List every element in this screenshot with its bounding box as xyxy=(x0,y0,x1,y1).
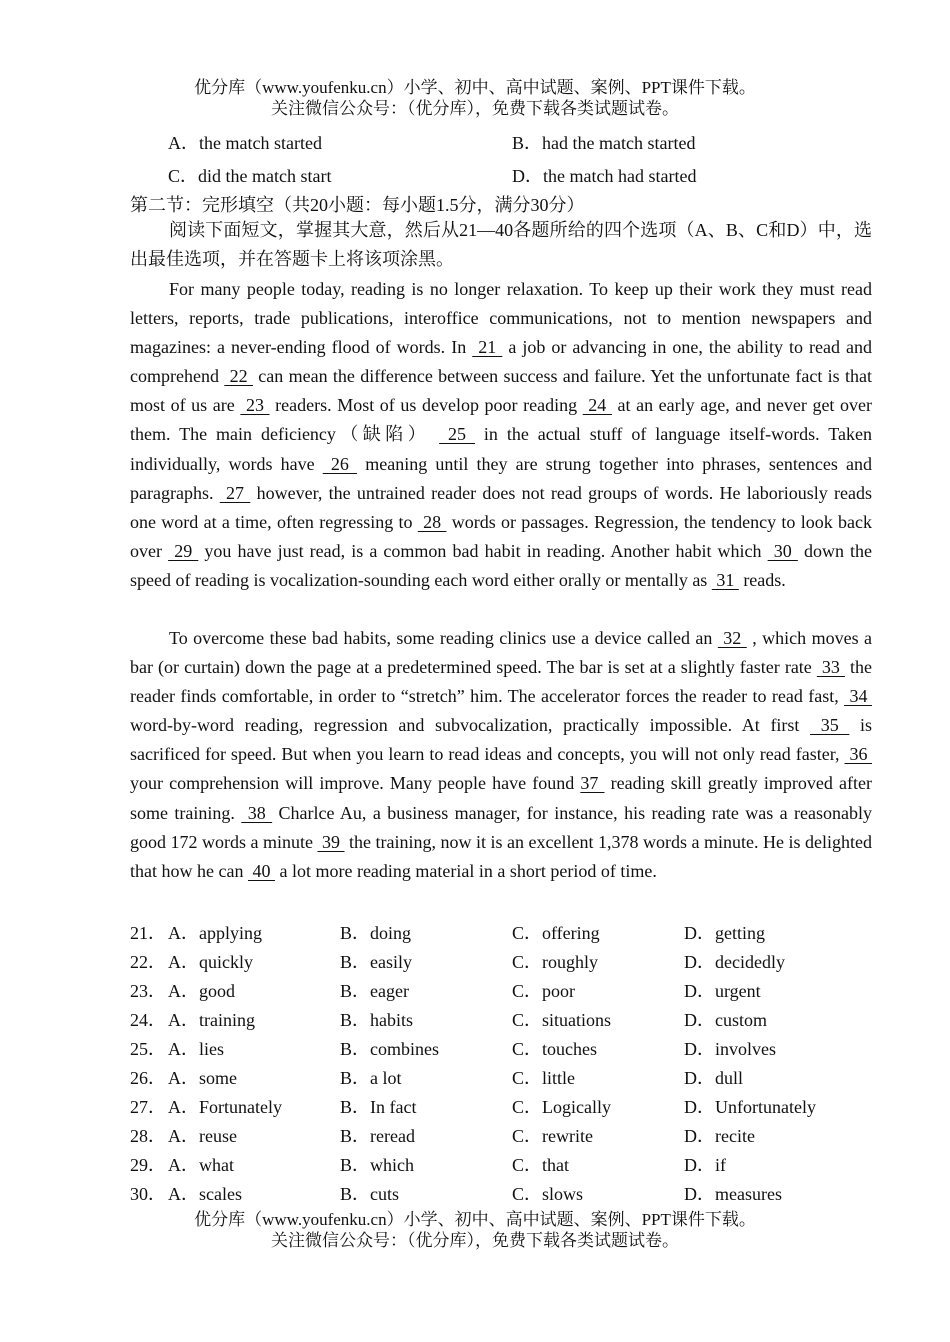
option-c[interactable]: C．rewrite xyxy=(512,1126,593,1146)
blank-37: 37 xyxy=(580,773,605,794)
option-a[interactable]: A．some xyxy=(168,1068,237,1088)
option-d[interactable]: D．dull xyxy=(684,1068,744,1088)
option-d[interactable]: D．getting xyxy=(684,923,765,943)
option-b[interactable]: B．In fact xyxy=(340,1097,417,1117)
blank-31: 31 xyxy=(711,569,739,590)
blank-32: 32 xyxy=(717,628,747,648)
footer-line-2: 关注微信公众号：（优分库），免费下载各类试题试卷。 xyxy=(271,1231,679,1250)
option-c[interactable]: C．offering xyxy=(512,923,600,943)
option-b[interactable]: B．which xyxy=(340,1155,414,1175)
blank-29: 29 xyxy=(168,540,199,561)
question-row xyxy=(130,1151,872,1180)
question-number: 30． xyxy=(130,1184,166,1204)
blank-24: 24 xyxy=(582,395,612,416)
blank-36: 36 xyxy=(844,744,872,765)
option-c[interactable]: C．little xyxy=(512,1068,575,1088)
footer-line-1: 优分库（www.youfenku.cn）小学、初中、高中试题、案例、PPT课件下载。 xyxy=(194,1210,756,1229)
question-row xyxy=(130,1093,872,1122)
option-b[interactable]: B．eager xyxy=(340,981,409,1001)
option-c[interactable]: C．slows xyxy=(512,1184,584,1204)
question-row xyxy=(130,977,872,1006)
option-b[interactable]: B．cuts xyxy=(340,1184,400,1204)
option-b[interactable]: B．a lot xyxy=(340,1068,402,1088)
blank-34: 34 xyxy=(844,686,873,707)
question-row xyxy=(130,1035,872,1064)
option-d[interactable]: D．measures xyxy=(684,1184,782,1204)
prev-option-d: D．the match had started xyxy=(512,166,697,186)
question-number: 29． xyxy=(130,1155,166,1175)
blank-35: 35 xyxy=(810,715,850,736)
blank-21: 21 xyxy=(472,337,503,358)
question-row xyxy=(130,1006,872,1035)
option-b[interactable]: B．combines xyxy=(340,1039,439,1059)
option-a[interactable]: A．what xyxy=(168,1155,234,1175)
blank-22: 22 xyxy=(224,366,253,387)
option-b[interactable]: B．doing xyxy=(340,923,412,943)
option-b[interactable]: B．reread xyxy=(340,1126,415,1146)
blank-23: 23 xyxy=(240,395,270,416)
option-a[interactable]: A．Fortunately xyxy=(168,1097,282,1117)
passage-paragraph-1: For many people today, reading is no longer relaxation. To keep up their work they must read letters, reports, trade publications, interoffice communications, not to mention newspapers and magazines: a never-ending flood of words. In 21 a job or advancing in one, the ability to read and comprehend 22 can mean the difference between success and failure. Yet the unfortunate fact is that most of us are 23 readers. Most of us develop poor reading 24 at an early age, and never get over them. The main deficiency（缺陷） 25 in the actual stuff of language itself-words. Taken individually, words have 26 meaning until they are strung together into phrases, sentences and paragraphs. 27 however, the untrained reader does not read groups of words. He laboriously reads one word at a time, often regressing to 28 words or passages. Regression, the tendency to look back over 29 you have just read, is a common bad habit in reading. Another habit which 30 down the speed of reading is vocalization-sounding each word either orally or mentally as 31 reads. xyxy=(130,279,873,590)
option-c[interactable]: C．roughly xyxy=(512,952,599,972)
question-number: 22． xyxy=(130,952,166,972)
question-row xyxy=(130,919,872,948)
blank-26: 26 xyxy=(322,453,358,474)
question-number: 23． xyxy=(130,981,166,1001)
blank-39: 39 xyxy=(317,831,345,852)
option-d[interactable]: D．if xyxy=(684,1155,726,1175)
option-b[interactable]: B．habits xyxy=(340,1010,414,1030)
question-row xyxy=(130,1064,872,1093)
option-c[interactable]: C．situations xyxy=(512,1010,612,1030)
option-a[interactable]: A．applying xyxy=(168,923,262,943)
question-number: 21． xyxy=(130,923,166,943)
question-row xyxy=(130,948,872,977)
passage-paragraph-2: To overcome these bad habits, some reading clinics use a device called an 32 , which moves a bar (or curtain) down the page at a predetermined speed. The bar is set at a slightly faster rate 33 the reader finds comfortable, in order to “stretch” him. The accelerator forces the reader to read fast, 34 word-by-word reading, regression and subvocalization, practically impossible. At first 35 is sacrificed for speed. But when you learn to read ideas and concepts, you will not only read faster, 36 your comprehension will improve. Many people have found 37 reading skill greatly improved after some training. 38 Charlce Au, a business manager, for instance, his reading rate was a reasonably good 172 words a minute 39 the training, now it is an excellent 1,378 words a minute. He is delighted that how he can 40 a lot more reading material in a short period of time. xyxy=(130,628,873,881)
question-number: 27． xyxy=(130,1097,166,1117)
option-c[interactable]: C．Logically xyxy=(512,1097,611,1117)
prev-option-b: B．had the match started xyxy=(512,133,696,153)
option-a[interactable]: A．quickly xyxy=(168,952,253,972)
section-title: 第二节：完形填空（共20小题：每小题1.5分，满分30分） xyxy=(130,195,585,215)
option-d[interactable]: D．urgent xyxy=(684,981,761,1001)
question-number: 25． xyxy=(130,1039,166,1059)
option-c[interactable]: C．that xyxy=(512,1155,569,1175)
blank-27: 27 xyxy=(219,482,251,503)
header-line-1: 优分库（www.youfenku.cn）小学、初中、高中试题、案例、PPT课件下载。 xyxy=(194,78,756,97)
option-c[interactable]: C．poor xyxy=(512,981,575,1001)
option-c[interactable]: C．touches xyxy=(512,1039,597,1059)
option-a[interactable]: A．training xyxy=(168,1010,255,1030)
option-a[interactable]: A．reuse xyxy=(168,1126,237,1146)
option-b[interactable]: B．easily xyxy=(340,952,412,972)
question-number: 26． xyxy=(130,1068,166,1088)
prev-option-a: A．the match started xyxy=(168,133,322,153)
option-a[interactable]: A．scales xyxy=(168,1184,242,1204)
blank-28: 28 xyxy=(417,511,447,532)
question-number: 24． xyxy=(130,1010,166,1030)
option-a[interactable]: A．lies xyxy=(168,1039,224,1059)
blank-30: 30 xyxy=(767,540,798,561)
prev-option-c: C．did the match start xyxy=(168,166,332,186)
blank-33: 33 xyxy=(816,657,845,678)
blank-40: 40 xyxy=(247,860,275,881)
question-row xyxy=(130,1180,872,1209)
section-instruction: 阅读下面短文，掌握其大意，然后从21—40各题所给的四个选项（A、B、C和D）中，选出最佳选项，并在答题卡上将该项涂黑。 xyxy=(130,220,872,270)
option-d[interactable]: D．involves xyxy=(684,1039,776,1059)
blank-38: 38 xyxy=(241,802,273,823)
option-d[interactable]: D．custom xyxy=(684,1010,767,1030)
option-d[interactable]: D．Unfortunately xyxy=(684,1097,816,1117)
option-a[interactable]: A．good xyxy=(168,981,235,1001)
blank-25: 25 xyxy=(439,424,475,445)
question-number: 28． xyxy=(130,1126,166,1146)
option-d[interactable]: D．recite xyxy=(684,1126,755,1146)
option-d[interactable]: D．decidedly xyxy=(684,952,785,972)
question-row xyxy=(130,1122,872,1151)
header-line-2: 关注微信公众号：（优分库），免费下载各类试题试卷。 xyxy=(271,99,679,118)
